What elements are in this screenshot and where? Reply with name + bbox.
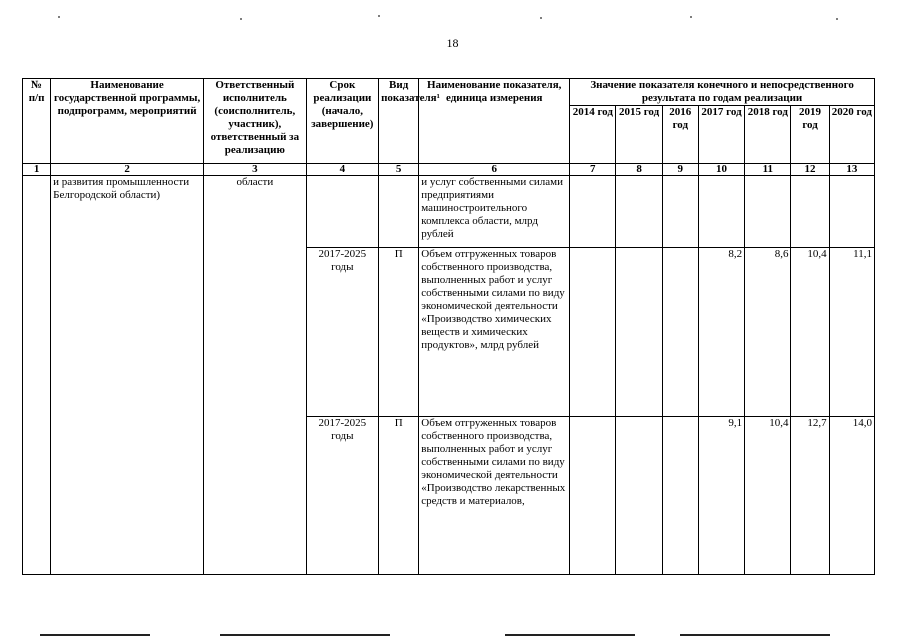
column-number: 2 <box>51 164 204 176</box>
column-numbers-row <box>23 164 875 176</box>
value-cell <box>662 417 698 575</box>
column-number: 9 <box>662 164 698 176</box>
executor-cell: области <box>204 176 307 575</box>
value-cell: 9,1 <box>698 417 744 575</box>
kind-cell: П <box>379 417 419 575</box>
table-row <box>23 176 875 248</box>
value-cell <box>745 176 791 248</box>
page-number: 18 <box>446 36 459 50</box>
value-cell <box>662 176 698 248</box>
value-cell <box>570 176 616 248</box>
header-kind: Вид показателя¹ <box>379 79 419 164</box>
kind-cell: П <box>379 248 419 417</box>
indicator-cell: Объем отгруженных товаров собственного производства, выполненных работ и услуг собственными силами по виду экономической деятельности «Производство лекарственных средств и материалов, <box>419 417 570 575</box>
program-cell: и развития промышленности Белгородской области) <box>51 176 204 575</box>
column-number: 11 <box>745 164 791 176</box>
header-indicator: Наименование показателя, единица измерения <box>419 79 570 164</box>
value-cell: 11,1 <box>829 248 874 417</box>
header-year: 2014 год <box>570 106 616 164</box>
value-cell: 10,4 <box>791 248 829 417</box>
header-row-1 <box>23 79 875 106</box>
scan-edge-line <box>220 634 390 636</box>
column-number: 5 <box>379 164 419 176</box>
value-cell: 8,2 <box>698 248 744 417</box>
value-cell: 14,0 <box>829 417 874 575</box>
value-cell: 8,6 <box>745 248 791 417</box>
indicator-cell: и услуг собственными силами предприятиями машиностроительного комплекса области, млрд рублей <box>419 176 570 248</box>
term-cell <box>306 176 378 248</box>
column-number: 12 <box>791 164 829 176</box>
term-cell: 2017-2025 годы <box>306 248 378 417</box>
header-year: 2017 год <box>698 106 744 164</box>
header-year: 2016 год <box>662 106 698 164</box>
indicators-table <box>22 78 875 575</box>
scan-edge-line <box>680 634 830 636</box>
value-cell <box>570 248 616 417</box>
value-cell <box>616 176 662 248</box>
scan-edge-line <box>505 634 635 636</box>
header-year: 2020 год <box>829 106 874 164</box>
kind-cell <box>379 176 419 248</box>
header-year: 2019 год <box>791 106 829 164</box>
value-cell: 12,7 <box>791 417 829 575</box>
value-cell <box>829 176 874 248</box>
value-cell <box>616 417 662 575</box>
indicator-cell: Объем отгруженных товаров собственного производства, выполненных работ и услуг собственными силами по виду экономической деятельности «Производство химических веществ и химических продуктов», млрд рублей <box>419 248 570 417</box>
value-cell: 10,4 <box>745 417 791 575</box>
row-number-cell <box>23 176 51 575</box>
term-cell: 2017-2025 годы <box>306 417 378 575</box>
header-values-group: Значение показателя конечного и непосредственного результата по годам реализации <box>570 79 875 106</box>
header-executor: Ответственный исполнитель (соисполнитель, участник), ответственный за реализацию <box>204 79 307 164</box>
column-number: 8 <box>616 164 662 176</box>
column-number: 6 <box>419 164 570 176</box>
column-number: 7 <box>570 164 616 176</box>
column-number: 3 <box>204 164 307 176</box>
value-cell <box>570 417 616 575</box>
column-number: 4 <box>306 164 378 176</box>
header-year: 2018 год <box>745 106 791 164</box>
column-number: 1 <box>23 164 51 176</box>
header-year: 2015 год <box>616 106 662 164</box>
header-num: № п/п <box>23 79 51 164</box>
column-number: 13 <box>829 164 874 176</box>
column-number: 10 <box>698 164 744 176</box>
value-cell <box>791 176 829 248</box>
header-program: Наименование государственной программы, подпрограмм, мероприятий <box>51 79 204 164</box>
header-term: Срок реализации (начало, завершение) <box>306 79 378 164</box>
value-cell <box>662 248 698 417</box>
value-cell <box>698 176 744 248</box>
scan-edge-line <box>40 634 150 636</box>
value-cell <box>616 248 662 417</box>
